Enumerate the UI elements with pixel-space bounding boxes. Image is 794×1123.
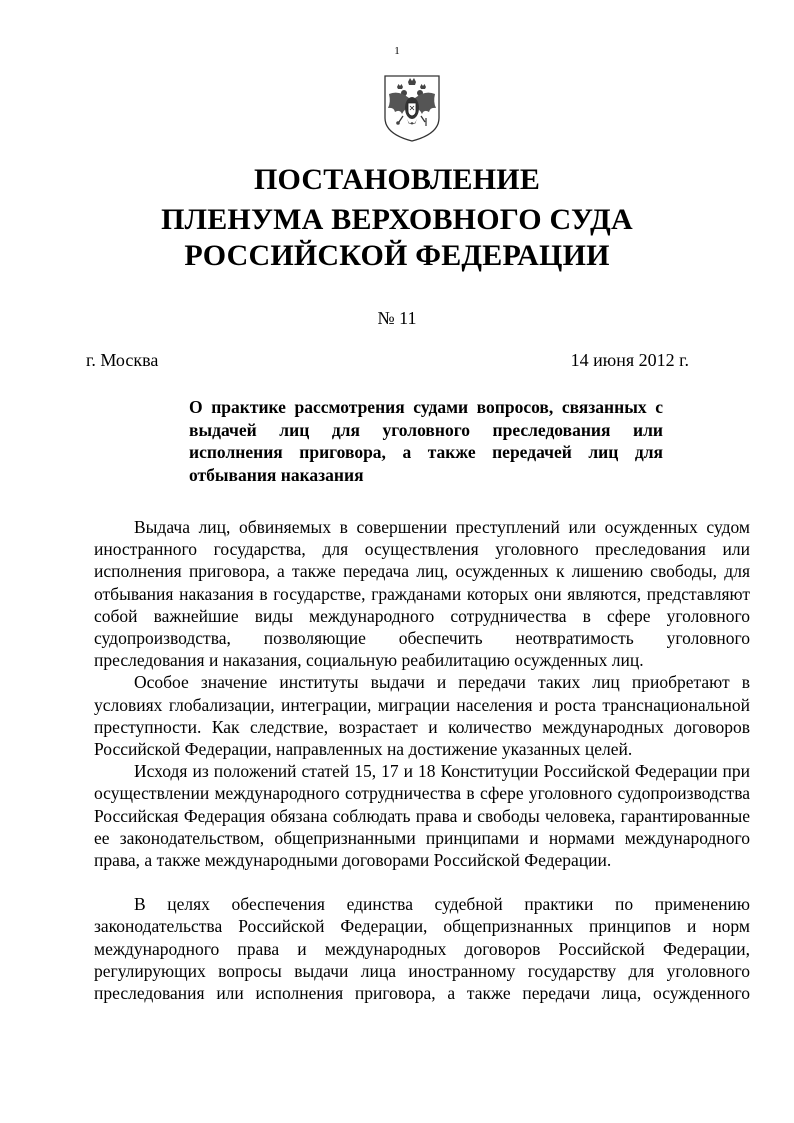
document-body [94, 516, 750, 1004]
body-paragraph: В целях обеспечения единства судебной практики по применению законодательства Российской Федерации, общепризнанных принципов и норм международного права и международных договоров Российской Федерации, регулирующих вопросы выдачи лица иностранному государству для уголовного преследования или исполнения приговора, а также передачи лица, осужденного [94, 894, 750, 1004]
body-paragraph: Исходя из положений статей 15, 17 и 18 Конституции Российской Федерации при осуществлении международного сотрудничества в сфере уголовного судопроизводства Российская Федерация обязана соблюдать права и свободы человека, гарантированные ее законодательством, общепризнанными принципами и нормами международного права, а также международными договорами Российской Федерации. [94, 761, 750, 871]
document-subject: О практике рассмотрения судами вопросов, связанных с выдачей лиц для уголовного преследования или исполнения приговора, а также передачей лиц для отбывания наказания [189, 397, 663, 485]
issue-date: 14 июня 2012 г. [570, 350, 689, 370]
place-of-issue: г. Москва [86, 350, 159, 370]
russian-coat-of-arms-icon [381, 72, 443, 144]
issuer-heading-line1: ПЛЕНУМА ВЕРХОВНОГО СУДА [161, 203, 633, 236]
body-paragraph: Особое значение институты выдачи и передачи таких лиц приобретают в условиях глобализации, интеграции, миграции населения и роста транснациональной преступности. Как следствие, возрастает и количество международных договоров Российской Федерации, направленных на достижение указанных целей. [94, 672, 750, 760]
page-number: 1 [394, 45, 400, 57]
body-paragraph: Выдача лиц, обвиняемых в совершении преступлений или осужденных судом иностранного государства, для осуществления уголовного преследования или исполнения приговора, а также передача лиц, осужденных к лишению свободы, для отбывания наказания в государстве, гражданами которых они являются, представляют собой важнейшие виды международного сотрудничества в сфере уголовного судопроизводства, позволяющие обеспечить неотвратимость уголовного преследования и наказания, социальную реабилитацию осужденных лиц. [94, 517, 750, 671]
document-number: № 11 [377, 308, 417, 328]
issuer-heading-line2: РОССИЙСКОЙ ФЕДЕРАЦИИ [184, 239, 610, 272]
document-type-heading: ПОСТАНОВЛЕНИЕ [253, 163, 541, 196]
